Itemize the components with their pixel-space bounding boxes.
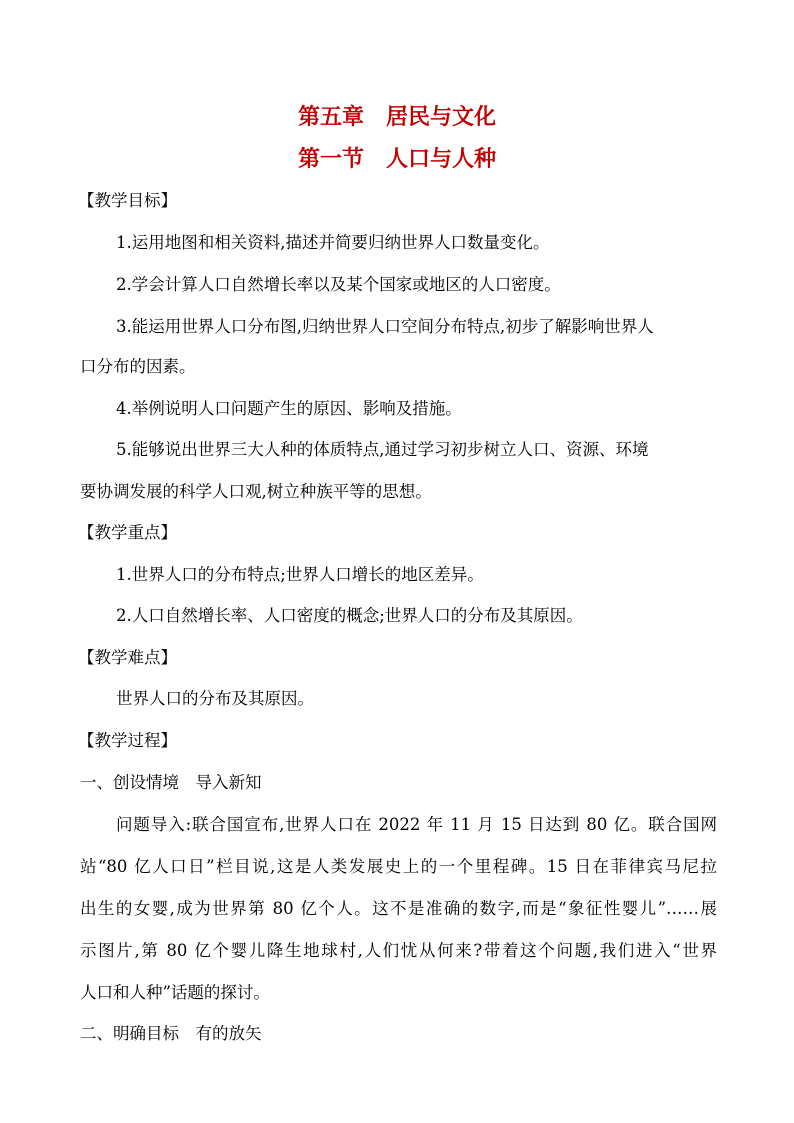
chapter-title: 第五章 居民与文化	[297, 105, 496, 130]
intro-paragraph-line-3: 出生的女婴,成为世界第 80 亿个人。这不是准确的数字,而是“象征性婴儿”……展	[80, 899, 717, 918]
difficulties-heading: 【教学难点】	[78, 648, 177, 667]
step-2-heading: 二、明确目标 有的放矢	[80, 1024, 262, 1043]
intro-paragraph-line-4: 示图片,第 80 亿个婴儿降生地球村,人们忧从何来?带着这个问题,我们进入“世界	[80, 941, 717, 960]
objective-item-2: 2.学会计算人口自然增长率以及某个国家或地区的人口密度。	[116, 275, 561, 294]
difficulties-text: 世界人口的分布及其原因。	[116, 689, 314, 708]
step-1-heading: 一、创设情境 导入新知	[80, 773, 262, 792]
objective-item-4: 4.举例说明人口问题产生的原因、影响及措施。	[116, 399, 462, 418]
objective-item-1: 1.运用地图和相关资料,描述并简要归纳世界人口数量变化。	[116, 233, 550, 252]
objective-item-5-line-2: 要协调发展的科学人口观,树立种族平等的思想。	[80, 482, 432, 501]
objective-item-3-line-1: 3.能运用世界人口分布图,归纳世界人口空间分布特点,初步了解影响世界人	[116, 317, 654, 336]
intro-paragraph-line-5: 人口和人种”话题的探讨。	[80, 983, 270, 1002]
section-title: 第一节 人口与人种	[297, 147, 496, 172]
intro-paragraph-line-2: 站“80 亿人口日”栏目说,这是人类发展史上的一个里程碑。15 日在菲律宾马尼拉	[80, 857, 717, 876]
key-point-item-1: 1.世界人口的分布特点;世界人口增长的地区差异。	[116, 565, 484, 584]
process-heading: 【教学过程】	[78, 731, 177, 750]
intro-paragraph-line-1: 问题导入:联合国宣布,世界人口在 2022 年 11 月 15 日达到 80 亿。联合国网	[116, 815, 717, 834]
key-point-item-2: 2.人口自然增长率、人口密度的概念;世界人口的分布及其原因。	[116, 606, 583, 625]
objective-item-3-line-2: 口分布的因素。	[80, 357, 196, 376]
objective-item-5-line-1: 5.能够说出世界三大人种的体质特点,通过学习初步树立人口、资源、环境	[116, 440, 649, 459]
key-points-heading: 【教学重点】	[78, 523, 177, 542]
objectives-heading: 【教学目标】	[78, 191, 177, 210]
